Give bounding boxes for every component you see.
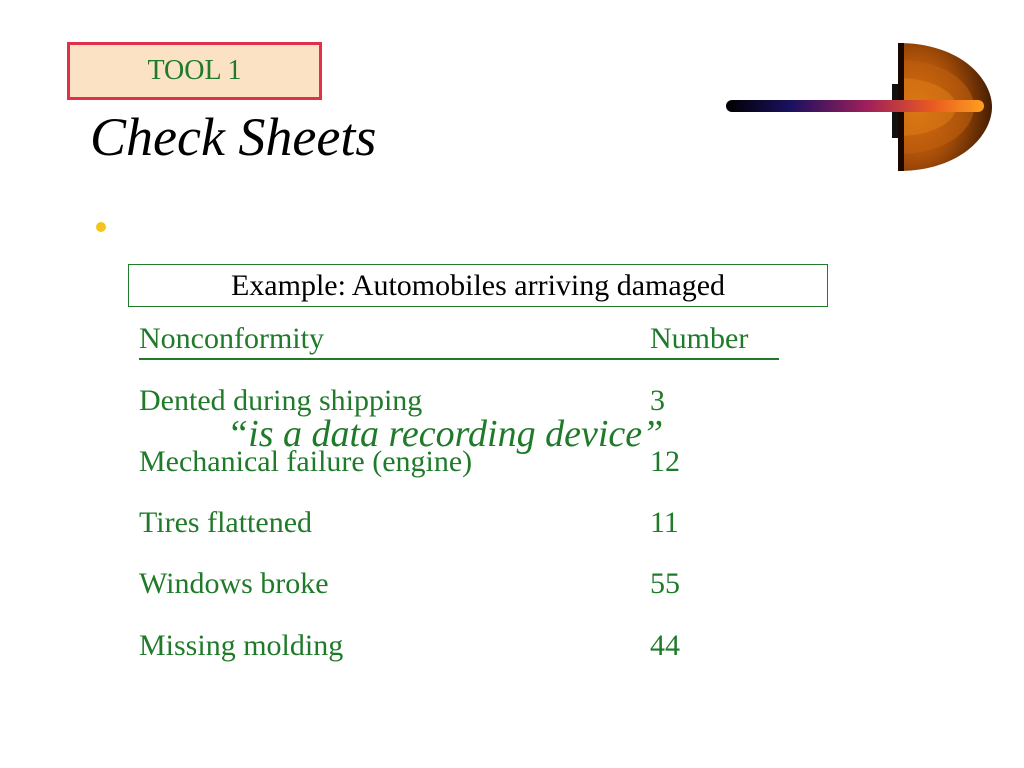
tool-label: TOOL 1 [147,55,242,86]
row-number: 12 [650,445,680,478]
table-row [139,506,779,546]
example-box [128,264,828,307]
row-nonconformity: Tires flattened [139,506,313,539]
table-header-row [139,322,779,362]
header-nonconformity: Nonconformity [139,322,324,355]
slide-title: Check Sheets [90,107,377,167]
header-underline [139,358,779,360]
row-number: 55 [650,567,680,600]
row-number: 11 [650,506,679,539]
row-number: 44 [650,629,680,662]
row-nonconformity: Windows broke [139,567,329,600]
bullet-dot-icon [96,222,106,232]
table-row [139,445,779,485]
bullet-text: “is a data recording device” [227,413,664,455]
row-nonconformity: Dented during shipping [139,384,423,417]
example-text: Example: Automobiles arriving damaged [230,268,726,302]
row-nonconformity: Mechanical failure (engine) [139,445,473,478]
table-row [139,567,779,607]
table-row [139,629,779,669]
tool-label-box [67,42,322,100]
row-number: 3 [650,384,665,417]
table-row [139,384,779,424]
decorative-logo-icon [722,40,994,174]
header-number: Number [650,322,749,355]
row-nonconformity: Missing molding [139,629,344,662]
